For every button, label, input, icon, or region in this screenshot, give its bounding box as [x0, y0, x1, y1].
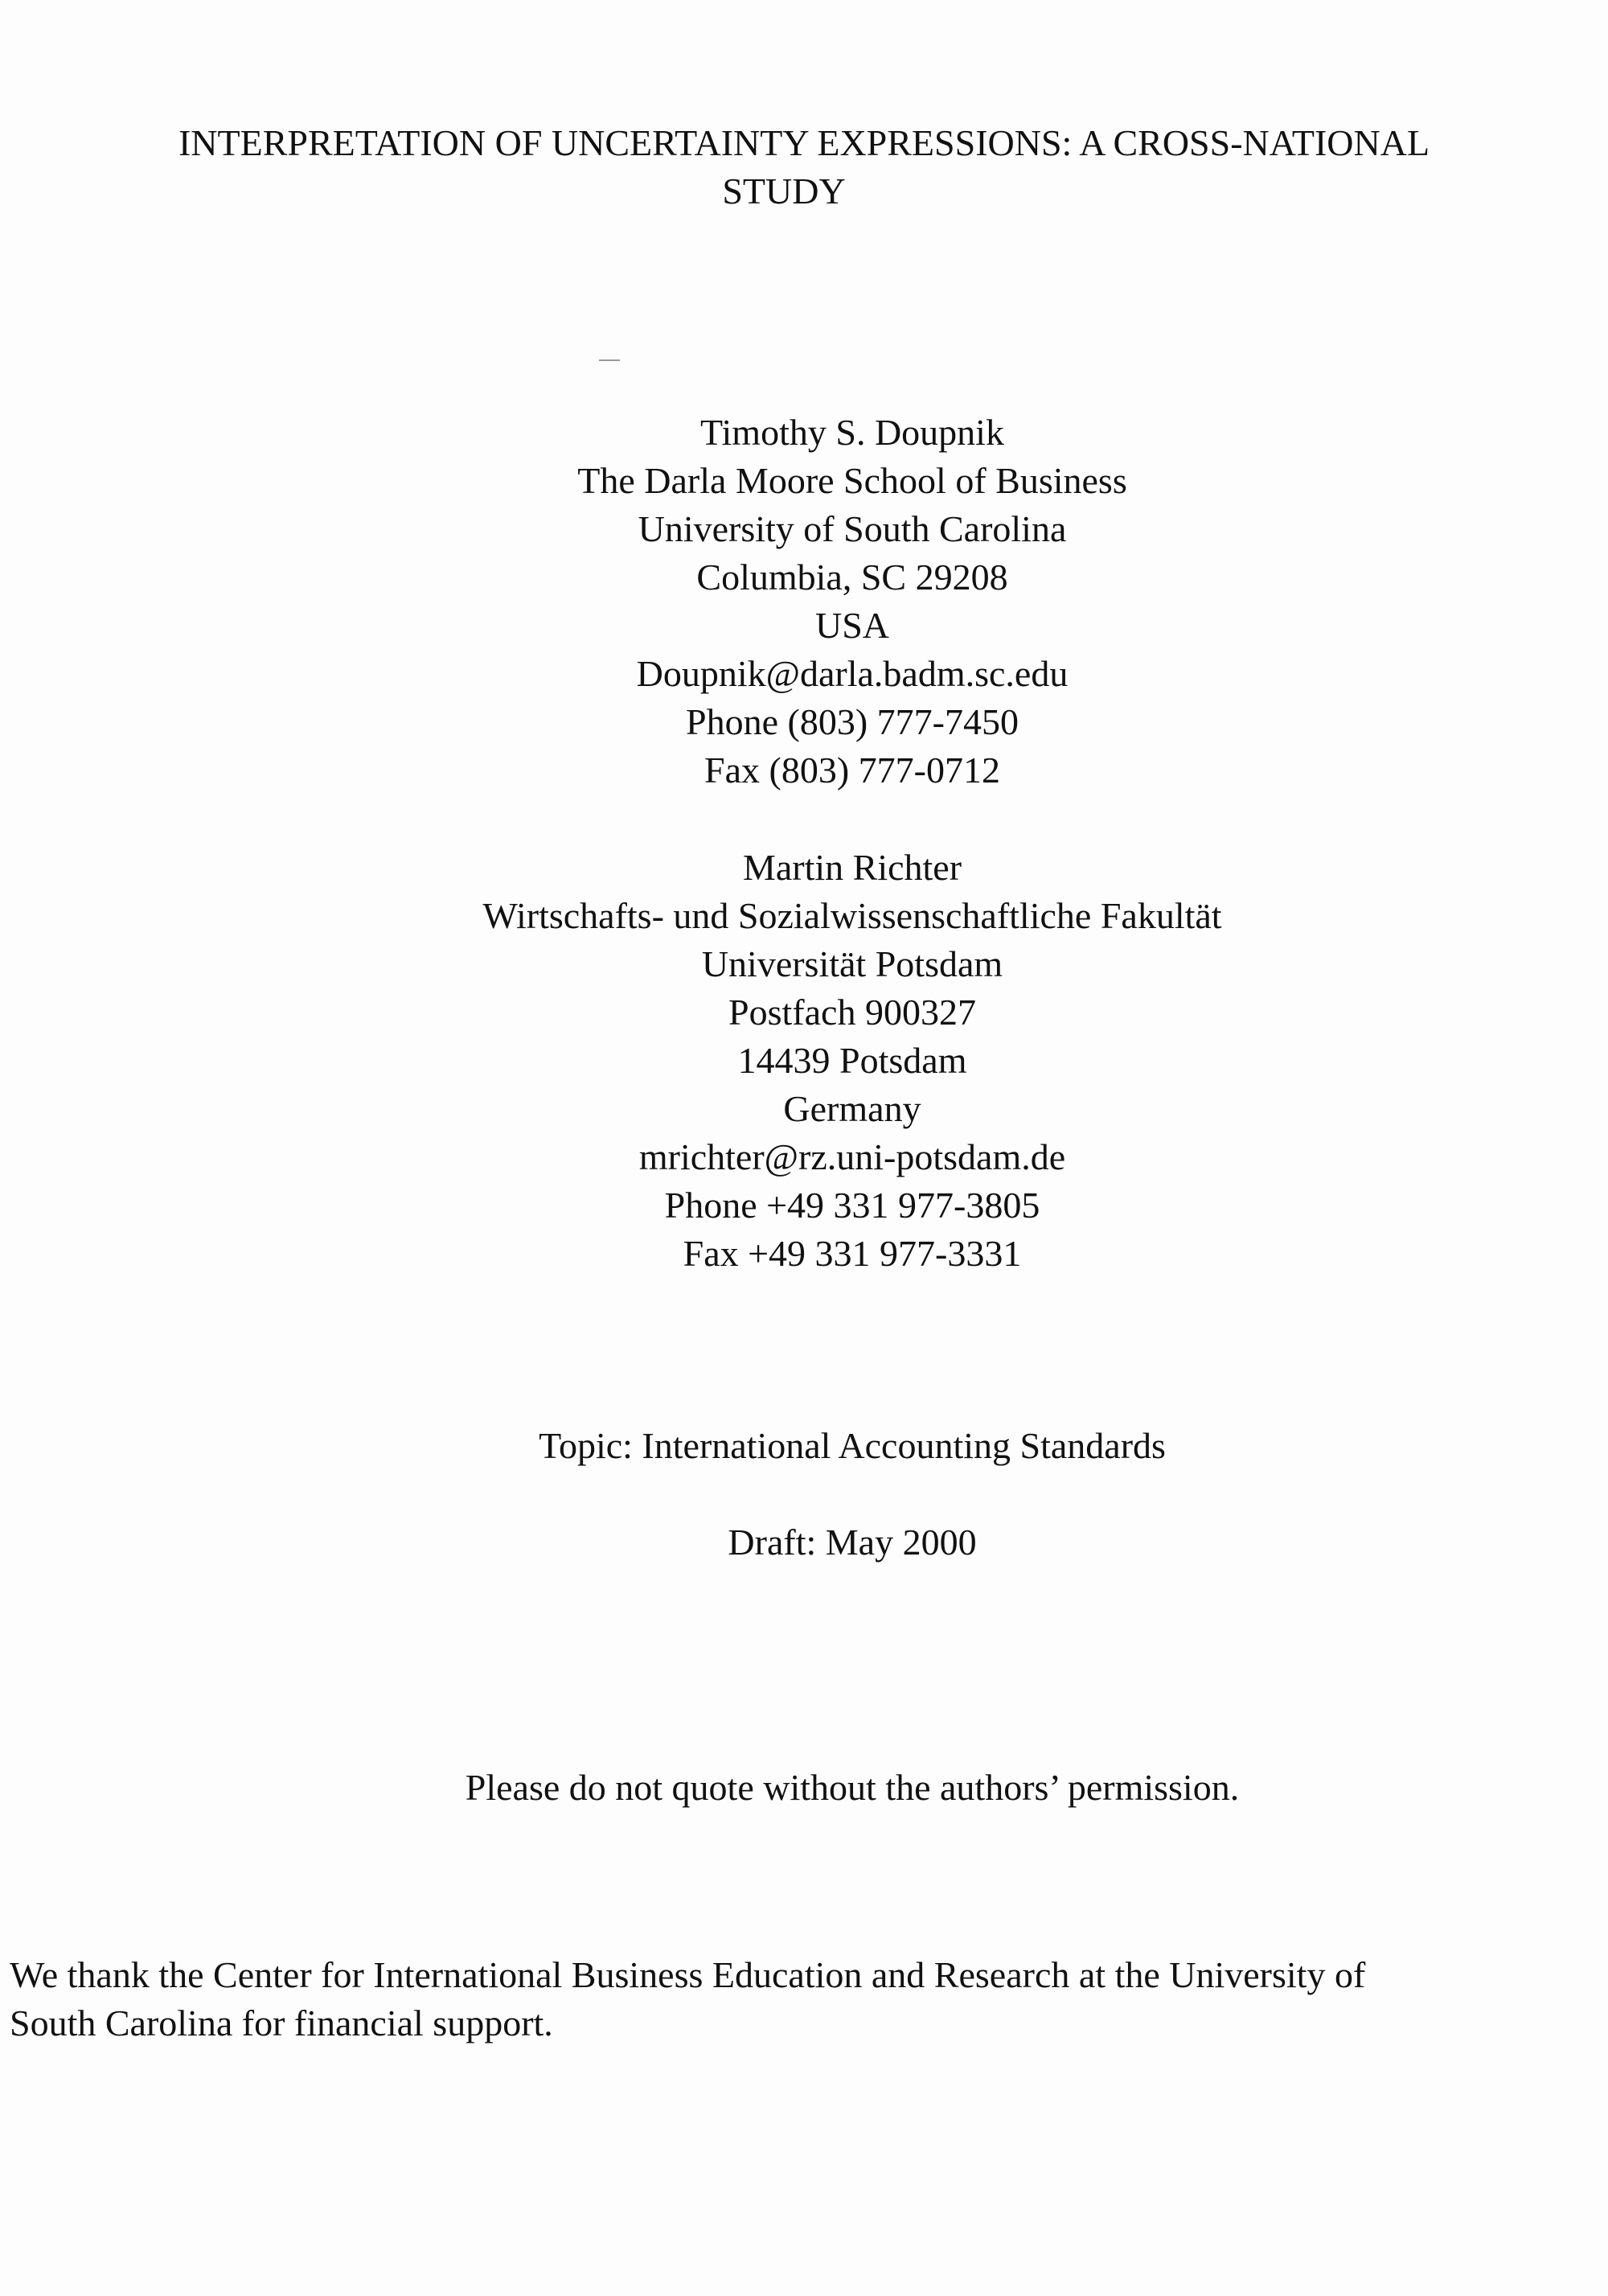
- author-email: Doupnik@darla.badm.sc.edu: [636, 653, 1069, 694]
- acknowledgement-line-1: We thank the Center for International Business Education and Research at the University of: [10, 1954, 1366, 1995]
- author-block-2: [0, 844, 1608, 1278]
- author-phone: Phone (803) 777-7450: [686, 701, 1019, 742]
- author-affiliation: The Darla Moore School of Business: [577, 460, 1127, 501]
- title-line-1: INTERPRETATION OF UNCERTAINTY EXPRESSIONS: A CROSS-NATIONAL: [178, 122, 1430, 163]
- author-email: mrichter@rz.uni-potsdam.de: [638, 1136, 1066, 1177]
- quote-notice: Please do not quote without the authors’ permission.: [465, 1767, 1240, 1808]
- paper-title: [0, 119, 1608, 216]
- scan-mark: [599, 359, 620, 361]
- author-fax: Fax (803) 777-0712: [704, 750, 1000, 791]
- author-fax: Fax +49 331 977-3331: [683, 1233, 1022, 1274]
- author-university: University of South Carolina: [638, 508, 1067, 549]
- author-block-1: [0, 409, 1608, 795]
- author-name: Timothy S. Doupnik: [700, 412, 1004, 453]
- author-country: Germany: [783, 1088, 921, 1129]
- title-line-2: STUDY: [722, 170, 846, 212]
- author-university: Universität Potsdam: [701, 943, 1003, 984]
- author-phone: Phone +49 331 977-3805: [664, 1185, 1040, 1226]
- author-country: USA: [814, 605, 890, 646]
- author-postbox: Postfach 900327: [728, 992, 976, 1033]
- topic-line: Topic: International Accounting Standards: [539, 1425, 1166, 1466]
- draft-date: Draft: May 2000: [728, 1522, 977, 1563]
- acknowledgement-line-2: South Carolina for financial support.: [10, 2002, 553, 2043]
- acknowledgement: [10, 1951, 1585, 2048]
- author-city: 14439 Potsdam: [737, 1040, 967, 1081]
- author-city: Columbia, SC 29208: [696, 557, 1008, 598]
- author-affiliation: Wirtschafts- und Sozialwissenschaftliche Fakultät: [482, 895, 1222, 936]
- author-name: Martin Richter: [742, 847, 962, 888]
